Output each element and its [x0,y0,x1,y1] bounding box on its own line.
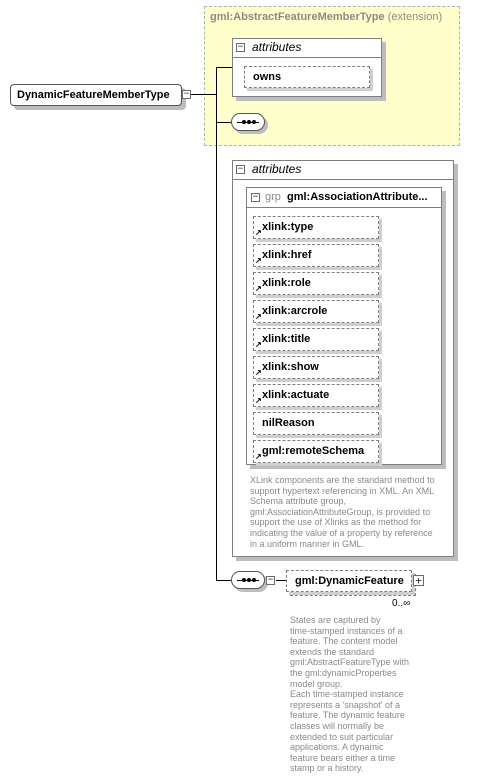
element-dynamicfeature[interactable] [286,570,412,592]
attribute-xlink-title[interactable] [253,328,379,351]
doc-line: extends the standard [290,646,375,657]
ref-arrow-icon: ↗ [255,452,262,461]
ref-arrow-icon: ↗ [255,284,262,293]
collapse-icon[interactable]: − [183,89,190,99]
attribute-xlink-href[interactable] [253,244,379,267]
doc-line: XLink components are the standard method to [250,475,435,485]
divider [233,179,453,180]
attribute-xlink-type[interactable] [253,216,379,239]
attribute-label: xlink:arcrole [262,305,328,317]
element-doc [290,615,450,774]
ref-arrow-icon: ↗ [255,368,262,377]
doc-line: support hypertext referencing in XML. An XML [250,485,435,496]
attribute-label: nilReason [262,417,315,429]
doc-line: Schema attribute group, [250,496,347,507]
element-cardinality: 0..∞ [392,598,411,609]
collapse-icon[interactable]: − [237,42,244,52]
attributes-title: attributes [252,162,302,176]
doc-line: States are captured by [290,615,381,625]
doc-line: extended to suit particular [290,731,394,742]
ref-arrow-icon: ↗ [255,312,262,321]
doc-line: support the use of Xlinks as the method for [250,517,422,528]
root-type-box[interactable] [10,84,182,106]
doc-line: indicating the value of a property by reference [250,527,433,538]
attribute-label: xlink:href [262,249,312,261]
divider [247,207,441,208]
attribute-label: owns [253,71,282,83]
sequence-compositor-icon[interactable] [231,113,265,131]
attribute-xlink-arcrole[interactable] [253,300,379,323]
collapse-icon[interactable]: − [252,192,259,202]
collapse-icon[interactable]: − [237,164,244,174]
divider [233,57,381,58]
attribute-label: xlink:title [262,333,311,345]
doc-line: gml:AssociationAttributeGroup, is provided to [250,506,431,517]
doc-line: represents a 'snapshot' of a [290,699,401,710]
attribute-group-doc [250,475,450,549]
attribute-xlink-show[interactable] [253,356,379,379]
attribute-gml-remoteschema[interactable] [253,440,379,463]
doc-line: the gml:dynamicProperties [290,667,397,678]
attribute-owns[interactable] [244,66,370,88]
expand-icon[interactable]: + [413,575,424,586]
doc-line: feature. The content model [290,636,398,647]
connector [276,580,286,581]
attribute-label: xlink:actuate [262,389,330,401]
doc-line: time-stamped instances of a [290,625,403,636]
doc-line: stamp or a history. [290,763,364,774]
group-prefix: grp [265,191,281,203]
collapse-icon[interactable]: − [267,575,274,585]
extension-title [210,11,442,23]
extension-base-name: gml:AbstractFeatureMemberType [210,11,385,23]
doc-line: model group. [290,678,343,689]
ref-arrow-icon: ↗ [255,256,262,265]
extension-attributes-title: attributes [252,40,302,54]
ref-arrow-icon: ↗ [255,228,262,237]
attribute-xlink-actuate[interactable] [253,384,379,407]
doc-line: gml:AbstractFeatureType with [290,657,410,668]
element-label: gml:DynamicFeature [295,575,404,587]
connector [216,122,232,123]
attribute-label: xlink:role [262,277,311,289]
ref-arrow-icon: ↗ [255,396,262,405]
connector [191,94,216,95]
ref-arrow-icon: ↗ [255,340,262,349]
attribute-group-header [265,191,428,203]
attribute-xlink-role[interactable] [253,272,379,295]
root-type-name: DynamicFeatureMemberType [17,89,170,101]
doc-line: in a uniform manner in GML. [250,538,365,549]
group-name: gml:AssociationAttribute... [286,191,428,203]
doc-line: feature. The dynamic feature [290,710,405,721]
doc-line: Each time-stamped instance [290,689,404,700]
connector [216,67,217,581]
attribute-label: xlink:show [262,361,319,373]
connector [216,580,232,581]
sequence-compositor-icon[interactable] [231,571,265,589]
connector [216,67,232,68]
attribute-nilreason[interactable] [253,412,379,435]
attribute-label: xlink:type [262,221,314,233]
attribute-label: gml:remoteSchema [262,445,365,457]
doc-line: feature bears either a time [290,752,396,763]
extension-note: (extension) [387,11,443,23]
doc-line: applications. A dynamic [290,742,384,753]
doc-line: classes will normally be [290,720,385,731]
